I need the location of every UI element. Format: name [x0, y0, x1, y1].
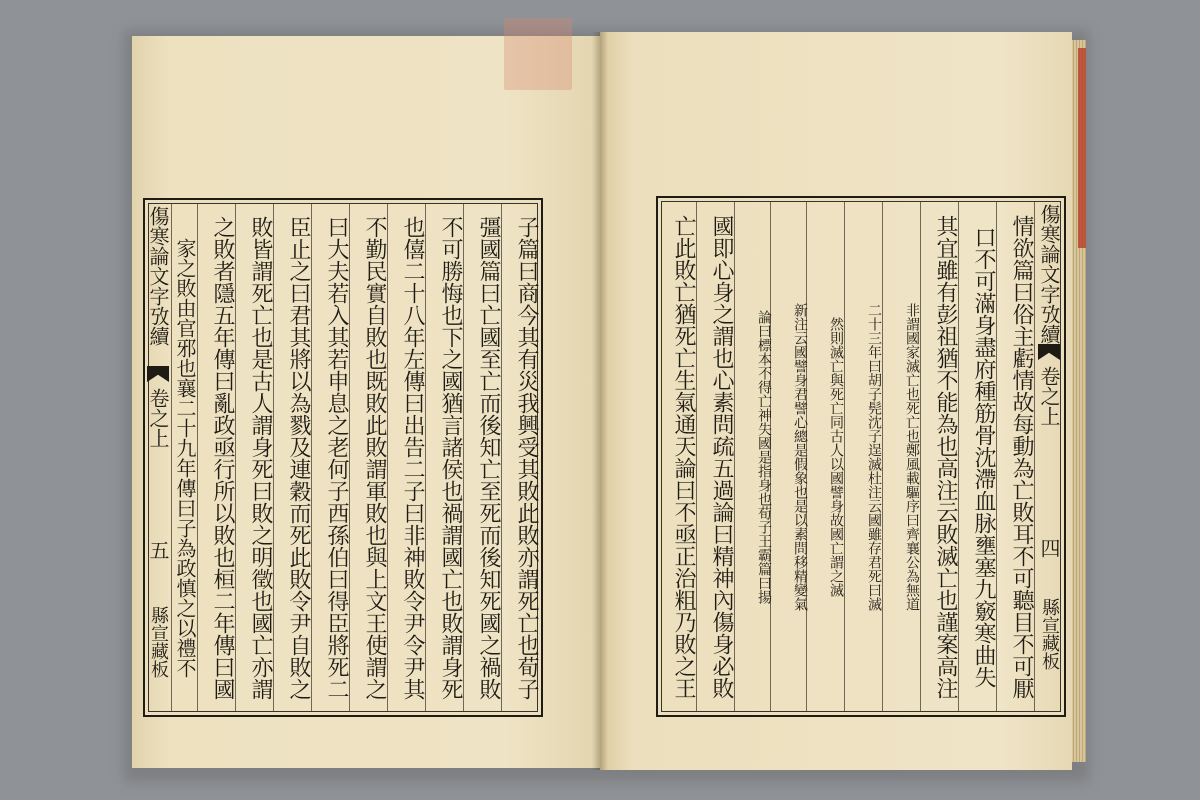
- text-column-small: 二十三年曰胡子髡沈子逞滅杜注云國雖存君死曰滅: [866, 302, 882, 611]
- right-text-frame: [656, 196, 1066, 717]
- column-rule: [734, 202, 735, 711]
- column-rule: [958, 202, 959, 711]
- column-rule: [171, 204, 172, 711]
- text-column: 曰大夫若入其若申息之老何子西孫伯曰得臣將死二: [324, 215, 349, 700]
- text-column-small: 非謂國家滅亡也死亡也鄭風載驅序曰齊襄公為無道: [904, 302, 920, 611]
- text-column: 敗皆謂死亡也是古人謂身死曰敗之明徵也國亡亦謂: [248, 215, 273, 700]
- text-column: 亡此敗亡猶死亡生氣通天論曰不亟正治粗乃敗之王: [671, 214, 696, 699]
- text-column: 也僖二十八年左傳曰出告二子曰非神敗令尹令尹其: [400, 215, 425, 700]
- column-rule: [996, 202, 997, 711]
- text-column: 家之敗由官邪也襄二十九年傳曰子為政慎之以禮不: [173, 237, 197, 678]
- column-rule: [425, 204, 426, 711]
- column-rule: [273, 204, 274, 711]
- column-rule: [463, 204, 464, 711]
- text-column-small: 新注云國譬身君譬心總是假象也是以素問移精變氣: [792, 302, 808, 611]
- text-column: 其宜雖有彭祖猶不能為也高注云敗滅亡也謹案高注: [933, 214, 958, 699]
- center-column-title: 傷寒論文字攷續: [1037, 204, 1061, 344]
- text-column-small: 論曰標本不得亡神失國是指身也荀子王霸篇曰揚: [756, 309, 772, 604]
- center-column-volume: 卷之上: [146, 388, 170, 448]
- column-rule: [387, 204, 388, 711]
- fishtail-mark: [1038, 344, 1060, 360]
- column-rule: [920, 202, 921, 711]
- text-column: 彊國篇曰亡國至亡而後知亡至死而後知死國之禍敗: [476, 215, 501, 700]
- fishtail-mark: [147, 366, 169, 382]
- text-column: 不勤民實自敗也既敗此敗謂軍敗也與上文王使謂之: [362, 215, 387, 700]
- text-column-small: 然則滅亡與死亡同古人以國譬身故國亡謂之滅: [828, 316, 844, 597]
- text-column: 子篇曰商今其有災我興受其敗此敗亦謂死亡也荀子: [514, 215, 539, 700]
- column-rule: [1034, 202, 1035, 711]
- center-column-publisher: 縣宣藏板: [1039, 598, 1060, 670]
- column-rule: [235, 204, 236, 711]
- center-column-number: 四: [1037, 538, 1061, 558]
- text-column: 不可勝悔也下之國猶言諸侯也禍謂國亡也敗謂身死: [438, 215, 463, 700]
- column-rule: [696, 202, 697, 711]
- text-column: 臣止之曰君其將以為戮及連穀而死此敗令尹自敗之: [286, 215, 311, 700]
- center-column-volume: 卷之上: [1037, 366, 1061, 426]
- column-rule: [349, 204, 350, 711]
- column-rule: [197, 204, 198, 711]
- seal-stamp: [504, 18, 572, 90]
- column-rule: [882, 202, 883, 711]
- text-column: 之敗者隱五年傳曰亂政亟行所以敗也桓二年傳曰國: [210, 215, 235, 700]
- column-rule: [844, 202, 845, 711]
- center-column-title: 傷寒論文字攷續: [146, 206, 170, 346]
- column-rule: [311, 204, 312, 711]
- text-column: 國即心身之謂也心素問疏五過論曰精神內傷身必敗: [709, 214, 734, 699]
- text-column: 口不可滿身盡府種筋骨沈滯血脉壅塞九竅寒曲失: [971, 225, 996, 688]
- text-column: 情欲篇曰俗主虧情故每動為亡敗耳不可聽目不可厭: [1009, 214, 1034, 699]
- left-text-frame: [143, 198, 543, 717]
- center-column-number: 五: [146, 540, 170, 560]
- book-gutter: [592, 32, 608, 770]
- center-column-publisher: 縣宣藏板: [148, 606, 169, 678]
- red-page-edge: [1078, 48, 1086, 248]
- column-rule: [501, 204, 502, 711]
